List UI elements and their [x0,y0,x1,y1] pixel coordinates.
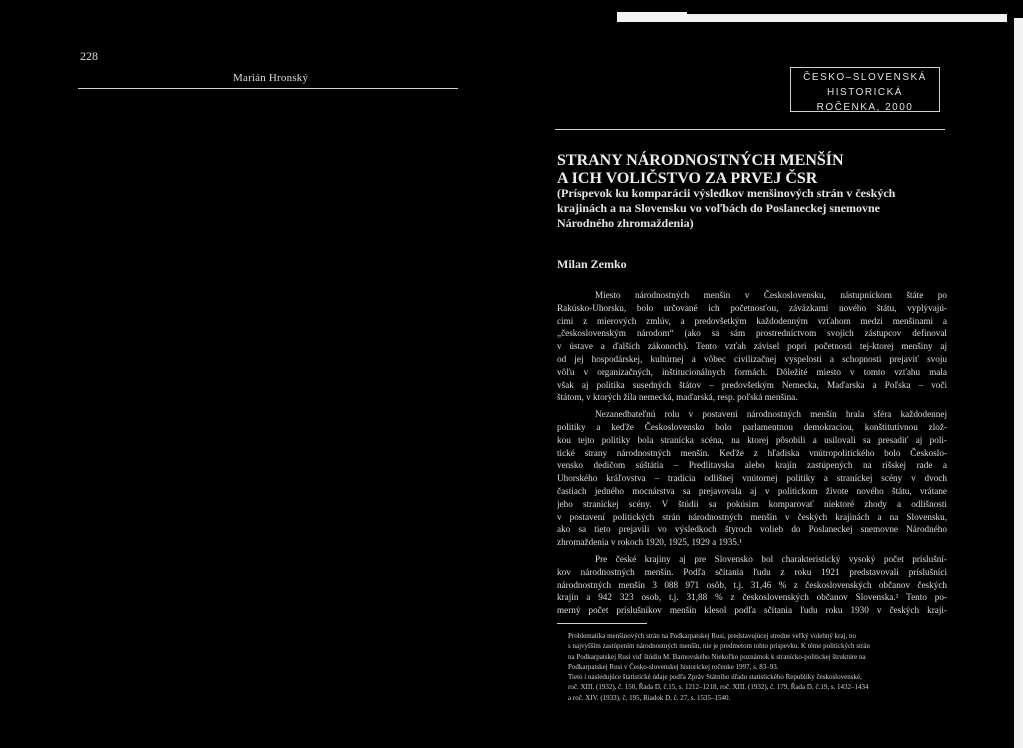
footnote-line: na Podkarpatskej Rusi viď štúdiu M. Barnovského Niekoľko poznámok k stranícko-politickej štruktúre na [568,652,866,661]
body-line: tické strany národnostných menšín. Keďže z hľadiska vnútropolitického bolo Českoslo- [557,447,947,458]
footnote-line: Podkarpatskej Rusi v Česko-slovenskej historickej ročenke 1997, s. 83–93. [568,662,779,671]
body-line: Pre české krajiny aj pre Slovensko bol charakteristický vysoký počet príslušní- [595,553,947,564]
footnote-line: s najvyšším zastúpením národnostných menšín, nie je predmetom tohto príspevku. K téme politických strán [568,642,870,651]
body-line: v ústave a ďalších zákonoch). Tento vzťah závisel popri početnosti tej-ktorej menšiny aj [557,341,947,352]
journal-title-line: ROČENKA, 2000 [816,102,914,113]
footnote-rule [557,623,647,624]
body-line: krajín a 942 323 osob, t.j. 31,88 % z československých občanov Slovenska.² Tento po- [557,592,947,603]
footnotes [568,631,953,703]
journal-title-line: HISTORICKÁ [827,87,903,98]
body-line: Miesto národnostných menšín v Československu, nástupníckom štáte po [595,290,947,300]
article-author: Milan Zemko [557,257,627,271]
article-title-line: STRANY NÁRODNOSTNÝCH MENŠÍN [557,152,844,169]
article-body [557,289,947,617]
footnote-line: Problematika menšinových strán na Podkarpatskej Rusi, predstavujúcej stredne veľký volebný kraj, no [568,632,857,640]
footnote-line: Tieto i nasledujúce štatistické údaje podľa Zpráv Státního úřadu statistického Republiky československé, [568,673,862,682]
body-line: národnostných menšín 3 088 971 osôb, t.j. 31,46 % z československých občanov českých [557,579,947,590]
footnote-line: roč. XIII. (1932), č. 150, Řada D, č.15, s. 1212–1218, roč. XIII. (1932), č. 179, Řada D, č.19, s. 1432–1434 [568,683,869,692]
body-line: od jej hospodárskej, kultúrnej a vôbec civilizačnej vyspelosti a schopnosti prejaviť svoju [557,353,947,364]
body-line: štátom, v ktorých žila nemecká, maďarská, resp. poľská menšina. [557,392,798,403]
article-subtitle [557,186,957,231]
body-line: ako sa tieto prejavili vo výsledkoch štyroch volieb do Poslaneckej snemovne Národného [557,524,947,535]
article-subtitle-line: Národného zhromaždenia) [557,216,694,230]
page-number: 228 [80,49,98,63]
scan-edge-right [1014,18,1023,748]
body-line: kov národnostných menšín. Podľa sčítania ľudu z roku 1921 predstavovali príslušníci [557,566,947,577]
journal-title-line: ČESKO–SLOVENSKÁ [803,72,927,83]
journal-title-box [790,67,940,112]
body-line: cimi z mierových zmlúv, a predovšetkým každodenným vzťahom medzi menšinami a [557,315,947,326]
body-line: merný počet príslušníkov menšín klesol podľa sčítania ľudu roku 1930 v českých kraji- [557,605,947,616]
header-rule [78,88,458,89]
body-line: „československým národom“ (ako sa sám prostredníctvom svojich zástupcov definoval [557,328,947,339]
body-line: častiach jedného mocnárstva sa prejavovala aj v politickom živote nového štátu, vrátane [557,485,947,496]
body-line: vôľu v organizačných, inštitucionálnych formách. Dôležité miesto v tomto vzťahu mala [557,366,947,377]
scan-edge-top [617,14,1007,22]
body-line: Nezanedbateľnú rolu v postavení národnostných menšín hrala sféra každodennej [595,409,947,420]
body-line: Uhorského kráľovstva – tradícia odlišnej vnútornej politiky a straníckej scény v dvoch [557,473,947,484]
article-subtitle-line: krajinách a na Slovensku vo voľbách do Poslaneckej snemovne [557,201,880,215]
body-line: jeho straníckej scény. V štúdii sa pokúsim komparovať niektoré zhody a odlišnosti [557,498,947,509]
body-line: v postavení politických strán národnostných menšín v českých krajinách a na Slovensku, [557,511,947,522]
running-header-author: Marián Hronský [233,72,309,84]
article-title [557,152,957,188]
body-line: politiky a keďže Československo bolo parlamentnou demokraciou, konštitutívnou zlož- [557,421,947,432]
body-line: kou tejto politiky bola stranícka scéna, na ktorej pôsobili a usilovali sa presadiť aj poli- [557,434,947,445]
body-line: Rakúsko-Uhorsku, bolo určované ich početnosťou, záväzkami nového štátu, vyplývajú- [557,302,947,313]
body-line: zhromaždenia v rokoch 1920, 1925, 1929 a 1935.¹ [557,537,742,548]
title-rule [555,129,945,130]
body-line: vensko dedičom súštátia – Predlitavska alebo krajín zastúpených na ríšskej rade a [557,460,947,471]
footnote-line: a roč. XIV. (1933), č. 195, Riadok D, č. 27, s. 1535–1540. [568,693,731,702]
article-subtitle-line: (Príspevok ku komparácii výsledkov menšinových strán v českých [557,186,896,200]
body-line: však aj politika susedných štátov – predovšetkým Nemecka, Maďarska a Poľska – voči [557,379,947,390]
article-title-line: A ICH VOLIČSTVO ZA PRVEJ ČSR [557,170,818,187]
